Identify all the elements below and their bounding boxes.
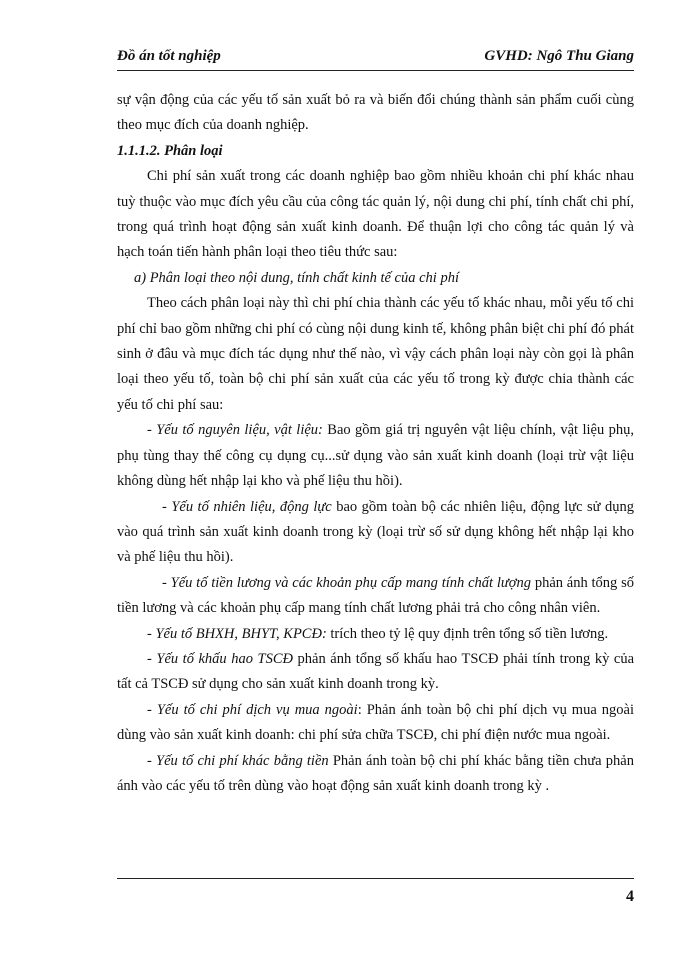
item-label: - Yếu tố nhiên liệu, động lực — [162, 498, 332, 515]
item-label: - Yếu tố nguyên liệu, vật liệu: — [147, 422, 323, 439]
page-header — [117, 44, 634, 71]
item-label: - Yếu tố tiền lương và các khoản phụ cấp mang tính chất lượng — [162, 574, 532, 591]
list-item — [117, 418, 634, 494]
header-thesis-title: Đồ án tốt nghiệp — [117, 48, 221, 64]
item-text: trích theo tỷ lệ quy định trên tổng số tiền lương. — [326, 625, 609, 642]
item-text: bao gồm toàn bộ các nhiên liệu, động lực sử dụng vào quá trình sản xuất kinh doanh trong kỳ (loại trừ số sử dụng không hết nhập lại kho và phế liệu thu hồi). — [117, 498, 635, 566]
document-body — [117, 88, 634, 799]
item-label: - Yếu tố BHXH, BHYT, KPCĐ: — [147, 625, 327, 642]
item-label: - Yếu tố khấu hao TSCĐ — [147, 650, 293, 667]
item-label: - Yếu tố chi phí khác bằng tiền — [147, 752, 329, 769]
list-item — [117, 495, 634, 571]
item-label: - Yếu tố chi phí dịch vụ mua ngoài — [147, 701, 358, 718]
item-text: phản ánh tổng số khấu hao TSCĐ phải tính trong kỳ của tất cả TSCĐ sử dụng cho sản xuất kinh doanh trong kỳ. — [117, 650, 635, 693]
page-footer — [117, 878, 634, 905]
item-text: : Phản ánh toàn bộ chi phí dịch vụ mua ngoài dùng vào sản xuất kinh doanh: chi phí sửa chữa TSCĐ, chi phí điện nước mua ngoài. — [117, 701, 634, 744]
list-item — [117, 622, 634, 647]
list-item — [117, 698, 634, 749]
paragraph-intro: Chi phí sản xuất trong các doanh nghiệp bao gồm nhiều khoản chi phí khác nhau tuỳ thuộc vào mục đích yêu cầu của công tác quản lý, nội dung chi phí, tính chất chi phí, trong quá trình hoạt động sản xuất kinh doanh. Để thuận lợi cho công tác quản lý và hạch toán tiến hành phân loại theo tiêu thức sau: — [117, 168, 634, 261]
list-item — [117, 571, 634, 622]
item-text: Bao gồm giá trị nguyên vật liệu chính, vật liệu phụ, phụ tùng thay thế công cụ dụng cụ...sử dụng vào sản xuất kinh doanh (loại trừ vật liệu không dùng hết nhập lại kho và phế liệu thu hồi). — [117, 422, 634, 490]
subsection-heading: a) Phân loại theo nội dung, tính chất kinh tế của chi phí — [134, 269, 459, 286]
page-number: 4 — [626, 888, 634, 905]
list-item — [117, 749, 634, 800]
paragraph-continuation: sự vận động của các yếu tố sản xuất bỏ ra và biến đổi chúng thành sản phẩm cuối cùng theo mục đích của doanh nghiệp. — [117, 92, 634, 134]
item-text: phản ánh tổng số tiền lương và các khoản phụ cấp mang tính chất lương phải trả cho công nhân viên. — [117, 574, 635, 617]
item-text: Phản ánh toàn bộ chi phí khác bằng tiền chưa phản ánh vào các yếu tố trên dùng vào hoạt động sản xuất kinh doanh trong kỳ . — [117, 752, 634, 794]
paragraph-classification: Theo cách phân loại này thì chi phí chia thành các yếu tố khác nhau, mỗi yếu tố chi phí chỉ bao gồm những chi phí có cùng nội dung kinh tế, không phân biệt chi phí đó phát sinh ở đâu và mục đích tác dụng như thế nào, vì vậy cách phân loại này còn gọi là phân loại theo yếu tố, toàn bộ chi phí sản xuất của các yếu tố trong kỳ được chia thành các yếu tố chi phí sau: — [117, 295, 634, 413]
header-supervisor: GVHD: Ngô Thu Giang — [484, 48, 634, 64]
section-heading: 1.1.1.2. Phân loại — [117, 142, 223, 159]
list-item — [117, 647, 634, 698]
